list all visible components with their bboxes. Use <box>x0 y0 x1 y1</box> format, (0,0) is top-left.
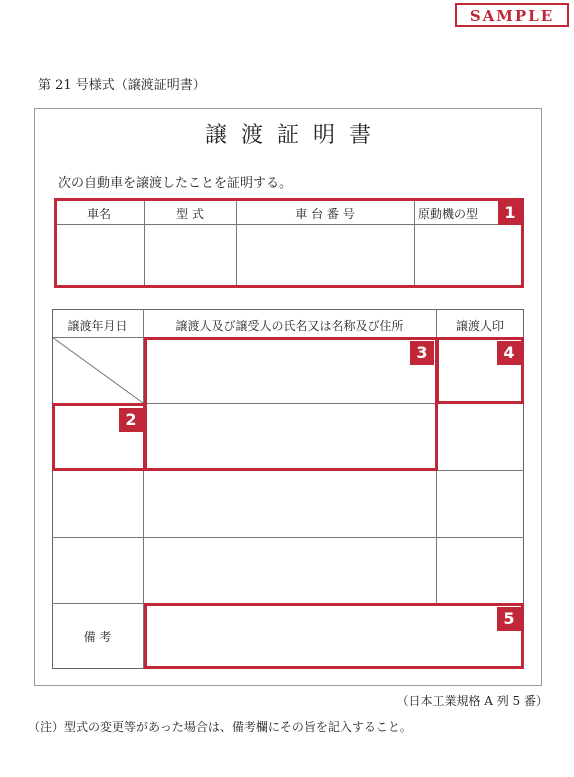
certification-statement: 次の自動車を譲渡したことを証明する。 <box>58 176 293 191</box>
callout-badge-2: 2 <box>119 408 143 432</box>
sample-stamp: SAMPLE <box>455 3 569 27</box>
header-engine-model: 原動機の型 <box>418 207 479 221</box>
callout-box-3 <box>144 337 438 471</box>
header-transfer-date: 譲渡年月日 <box>67 319 128 333</box>
header-car-name: 車名 <box>86 207 111 221</box>
callout-badge-4: 4 <box>497 341 521 365</box>
diagonal-slash-line <box>52 337 144 404</box>
transfer-table-row-divider <box>52 537 524 538</box>
callout-box-1 <box>54 198 524 288</box>
document-title: 譲渡証明書 <box>204 123 385 148</box>
header-model: 型 式 <box>176 207 204 221</box>
footnote: （注）型式の変更等があった場合は、備考欄にその旨を記入すること。 <box>28 720 412 734</box>
remarks-label: 備 考 <box>83 630 112 644</box>
callout-badge-3: 3 <box>410 341 434 365</box>
header-parties-name-address: 譲渡人及び譲受人の氏名又は名称及び住所 <box>175 319 404 333</box>
paper-size-note: （日本工業規格 A 列 5 番） <box>396 694 548 708</box>
callout-badge-1: 1 <box>498 201 522 225</box>
header-chassis-number: 車 台 番 号 <box>295 207 355 221</box>
header-transferor-seal: 譲渡人印 <box>455 319 504 333</box>
callout-badge-5: 5 <box>497 607 521 631</box>
callout-box-5 <box>144 603 524 669</box>
form-number-label: 第 21 号様式（譲渡証明書） <box>38 78 206 93</box>
